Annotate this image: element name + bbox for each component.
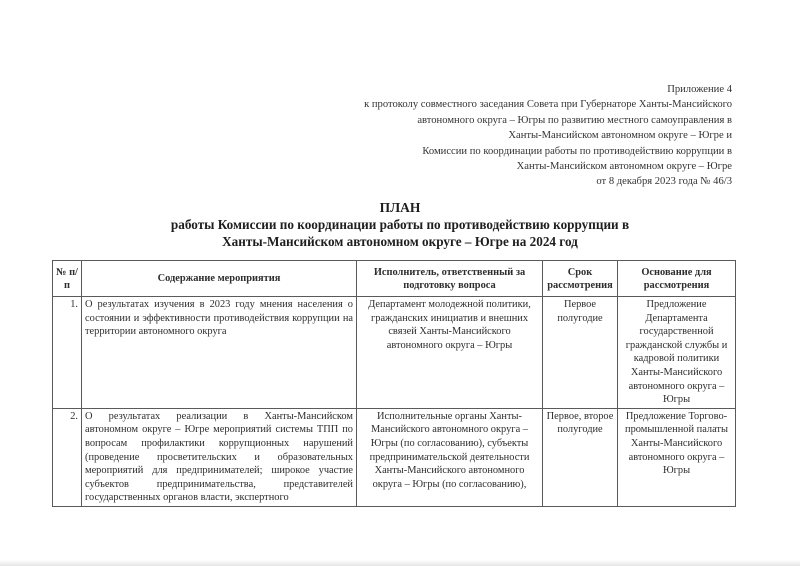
row-executor: Департамент молодежной политики, гражданских инициатив и внешних связей Ханты-Мансийского автономного округа – Югры xyxy=(357,297,543,409)
document-title xyxy=(100,199,700,250)
row-number: 2. xyxy=(53,408,82,506)
row-term: Первое полугодие xyxy=(543,297,618,409)
row-basis: Предложение Торгово-промышленной палаты Ханты-Мансийского автономного округа – Югры xyxy=(618,408,736,506)
title-heading: ПЛАН xyxy=(379,200,421,215)
annex-line: к протоколу совместного заседания Совета при Губернаторе Ханты-Мансийского xyxy=(364,99,732,111)
annex-line: автономного округа – Югры по развитию местного самоуправления в xyxy=(417,114,732,126)
header-basis: Основание для рассмотрения xyxy=(618,261,736,297)
header-content: Содержание мероприятия xyxy=(82,261,357,297)
annex-line: от 8 декабря 2023 года № 46/3 xyxy=(596,176,732,188)
title-line-2: Ханты-Мансийском автономном округе – Югре на 2024 год xyxy=(222,234,578,249)
row-content: О результатах реализации в Ханты-Мансийском автономном округе – Югре мероприятий системы ТПП по вопросам профилактики коррупционных нарушений (проведение просветительских и образовательных мероприятий для предпринимателей; широкое участие субъектов предпринимательства, представителей государственных органов власти, экспертного xyxy=(82,408,357,506)
header-executor: Исполнитель, ответственный за подготовку вопроса xyxy=(357,261,543,297)
annex-header xyxy=(262,82,732,190)
annex-line: Ханты-Мансийском автономном округе – Югре и xyxy=(508,130,732,142)
header-term: Срок рассмотрения xyxy=(543,261,618,297)
row-number: 1. xyxy=(53,297,82,409)
annex-line: Приложение 4 xyxy=(667,84,732,95)
header-num: № п/п xyxy=(53,261,82,297)
table-header-row xyxy=(53,261,736,297)
table-row xyxy=(53,297,736,409)
row-executor: Исполнительные органы Ханты-Мансийского автономного округа – Югры (по согласованию), субъекты предпринимательской деятельности Ханты-Мансийского автономного округа – Югры (по согласованию), xyxy=(357,408,543,506)
annex-line: Ханты-Мансийском автономном округе – Югре xyxy=(516,161,732,173)
scan-edge-shadow xyxy=(0,560,800,566)
row-term: Первое, второе полугодие xyxy=(543,408,618,506)
row-content: О результатах изучения в 2023 году мнения населения о состоянии и эффективности противодействия коррупции на территории автономного округа xyxy=(82,297,357,409)
table-row xyxy=(53,408,736,506)
plan-table xyxy=(52,260,736,507)
annex-line: Комиссии по координации работы по противодействию коррупции в xyxy=(422,145,732,157)
row-basis: Предложение Департамента государственной гражданской службы и кадровой политики Ханты-Мансийского автономного округа – Югры xyxy=(618,297,736,409)
title-line-1: работы Комиссии по координации работы по противодействию коррупции в xyxy=(170,217,630,232)
